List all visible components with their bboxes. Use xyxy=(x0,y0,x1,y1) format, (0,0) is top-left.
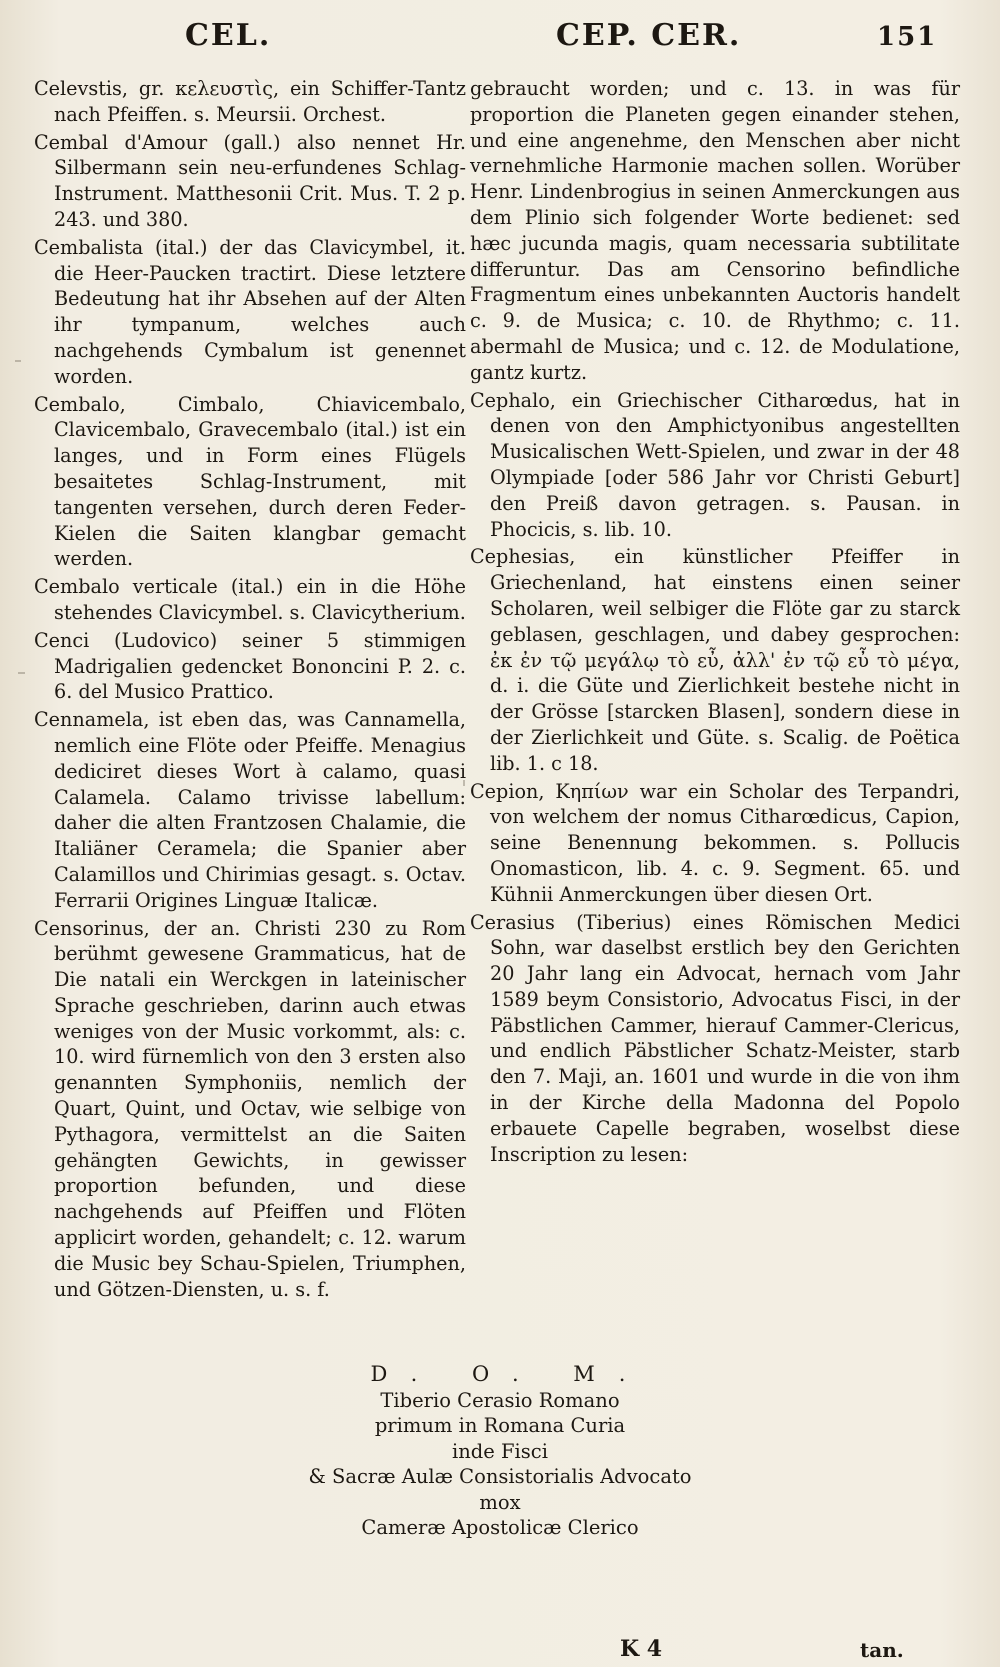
catchword: tan. xyxy=(860,1638,904,1662)
inscription-line: & Sacræ Aulæ Consistorialis Advocato xyxy=(308,1465,692,1488)
inscription-line: inde Fisci xyxy=(452,1439,548,1463)
entry-celevstis: Celevstis, gr. κελευστὶς, ein Schiffer-Tantz nach Pfeiffen. s. Meursii. Orchest. xyxy=(34,77,466,126)
signature-mark: K 4 xyxy=(620,1636,663,1662)
entry-cembalo-verticale: Cembalo verticale (ital.) ein in die Höhe stehendes Clavicymbel. s. Clavicytherium. xyxy=(34,575,466,624)
entry-cembalo: Cembalo, Cimbalo, Chiavicembalo, Clavicembalo, Gravecembalo (ital.) ist ein langes, und in Form eines Flügels besaitetes Schlag-Instrument, mit tangenten versehen, durch deren Feder-Kielen die Saiten klangbar gemacht werden. xyxy=(34,392,466,571)
header-left: CEL. xyxy=(185,18,272,53)
entry-cephesias: Cephesias, ein künstlicher Pfeiffer in Griechenland, hat einstens einen seiner Scholaren, weil selbiger die Flöte gar zu starck geblasen, geschlagen, und dabey gesprochen: ἐκ ἐν τῷ μεγάλῳ τὸ εὖ, ἀλλ' ἐν τῷ εὖ τὸ μέγα, d. i. die Güte und Zierlichkeit bestehe nicht in der Grösse [starcken Blasen], sondern diese in der Zierlichkeit und Güte. s. Scalig. de Poëtica lib. 1. c 18. xyxy=(470,545,960,775)
gutter-mark xyxy=(18,672,25,674)
inscription-line: mox xyxy=(479,1490,521,1514)
page-number: 151 xyxy=(877,22,938,52)
inscription-line: primum in Romana Curia xyxy=(374,1414,626,1437)
entry-cennamela: Cennamela, ist eben das, was Cannamella, nemlich eine Flöte oder Pfeiffe. Menagius dediciret dieses Wort à calamo, quasi Calamela. Calamo trivisse labellum: daher die alten Frantzosen Chalamie, die Italiäner Ceramela; die Spanier aber Calamillos und Chirimias gesagt. s. Octav. Ferrarii Origines Linguæ Italicæ. xyxy=(34,708,466,912)
gutter-mark xyxy=(15,360,21,362)
left-column xyxy=(34,76,466,1304)
inscription-line: Tiberio Cerasio Romano xyxy=(380,1388,620,1412)
entry-cembalista: Cembalista (ital.) der das Clavicymbel, it. die Heer-Paucken tractirt. Diese letztere Bedeutung hat ihr Absehen auf der Alten ihr tympanum, welches auch nachgehends Cymbalum ist genennet worden. xyxy=(34,235,466,388)
right-column xyxy=(470,76,960,1169)
entry-cerasius: Cerasius (Tiberius) eines Römischen Medici Sohn, war daselbst erstlich bey den Gerichten 20 Jahr lang ein Advocat, hernach vom Jahr 1589 beym Consistorio, Advocatus Fisci, in der Päbstlichen Cammer, hierauf Cammer-Clericus, und endlich Päbstlicher Schatz-Meister, starb den 7. Maji, an. 1601 und wurde in die von ihm in der Kirche della Madonna del Popolo erbauete Capelle begraben, woselbst diese Inscription zu lesen: xyxy=(470,910,960,1166)
entry-cepion: Cepion, Κηπίων war ein Scholar des Terpandri, von welchem der nomus Citharœdicus, Capion, seine Benennung bekommen. s. Pollucis Onomasticon, lib. 4. c. 9. Segment. 65. und Kühnii Anmerckungen über diesen Ort. xyxy=(470,779,960,906)
header-middle: CEP. CER. xyxy=(556,18,742,53)
entry-cephalo: Cephalo, ein Griechischer Citharœdus, hat in denen von den Amphictyonibus angestellten Musicalischen Wett-Spielen, und zwar in der 48 Olympiade [oder 586 Jahr vor Christi Geburt] den Preiß davon getragen. s. Pausan. in Phocicis, s. lib. 10. xyxy=(470,388,960,541)
entry-cembal-damour: Cembal d'Amour (gall.) also nennet Hr. Silbermann sein neu-erfundenes Schlag-Instrument. Matthesonii Crit. Mus. T. 2 p. 243. und 380. xyxy=(34,130,466,231)
page-footer xyxy=(0,1636,1000,1662)
inscription-line: Cameræ Apostolicæ Clerico xyxy=(361,1516,639,1539)
inscription xyxy=(0,1362,1000,1541)
entry-censorinus-continued: gebraucht worden; und c. 13. in was für proportion die Planeten gegen einander stehen, und eine angenehme, den Menschen aber nicht vernehmliche Harmonie machen sollen. Worüber Henr. Lindenbrogius in seinen Anmerckungen aus dem Plinio sich folgender Worte bedienet: sed hæc jucunda magis, quam necessaria subtilitate differuntur. Das am Censorino befindliche Fragmentum eines unbekannten Auctoris handelt c. 9. de Musica; c. 10. de Rhythmo; c. 11. abermahl de Musica; und c. 12. de Modulatione, gantz kurtz. xyxy=(470,77,960,384)
inscription-line: D. O. M. xyxy=(370,1362,650,1386)
entry-censorinus: Censorinus, der an. Christi 230 zu Rom berühmt gewesene Grammaticus, hat de Die natali ein Werckgen in lateinischer Sprache geschrieben, darinn auch etwas weniges von der Music vorkommt, als: c. 10. wird fürnemlich von den 3 ersten also genannten Symphoniis, nemlich der Quart, Quint, und Octav, wie selbige von Pythagora, vermittelst an die Saiten gehängten Gewichts, in gewisser proportion befunden, und diese nachgehends auf Pfeiffen und Flöten applicirt worden, gehandelt; c. 12. warum die Music bey Schau-Spielen, Triumphen, und Götzen-Diensten, u. s. f. xyxy=(34,916,466,1301)
entry-cenci: Cenci (Ludovico) seiner 5 stimmigen Madrigalien gedencket Bononcini P. 2. c. 6. del Musico Prattico. xyxy=(34,628,466,704)
running-header xyxy=(0,18,1000,68)
